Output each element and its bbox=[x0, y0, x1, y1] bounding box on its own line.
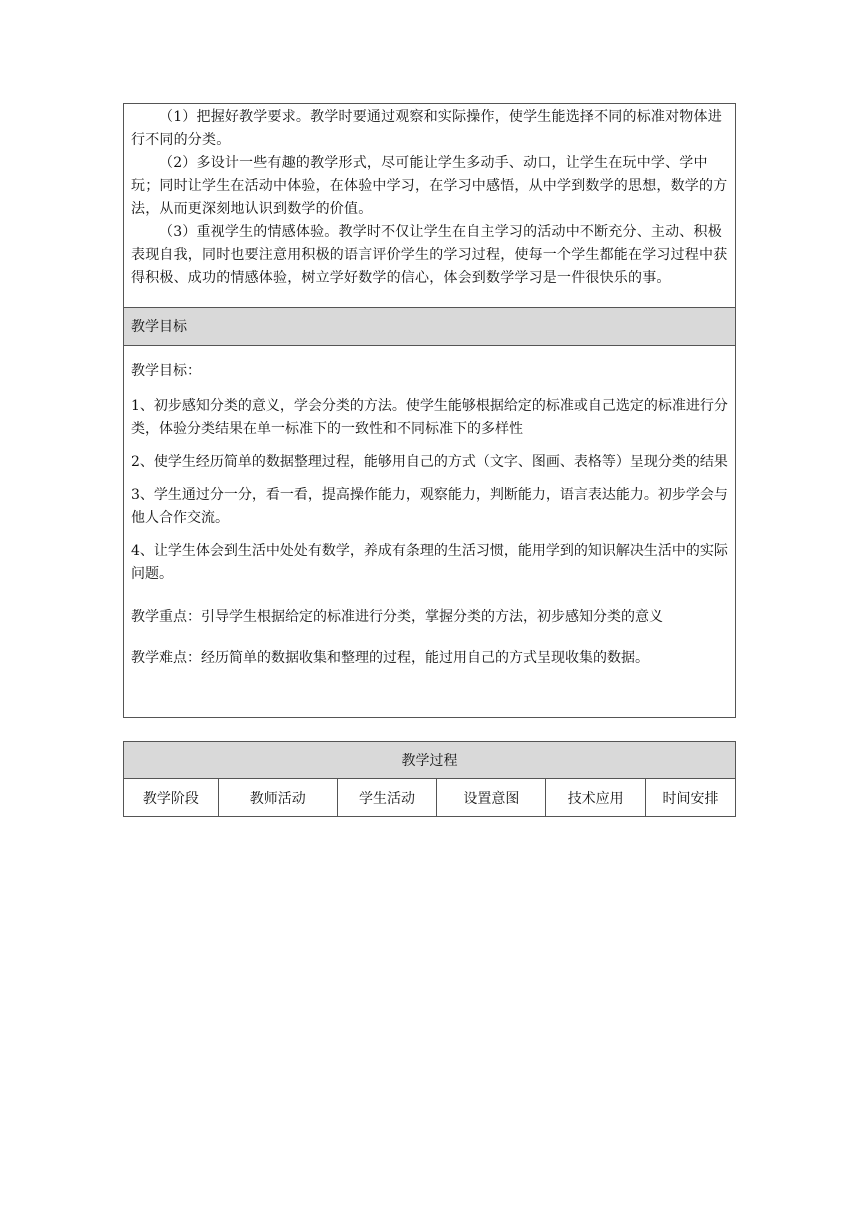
suggestion-paragraph-3: （3）重视学生的情感体验。教学时不仅让学生在自主学习的活动中不断充分、主动、积极表现自我，同时也要注意用积极的语言评价学生的学习过程，使每一个学生都能在学习过程中获得积极、成功的情感体验，树立学好数学的信心，体会到数学学习是一件很快乐的事。 bbox=[131, 224, 728, 286]
objective-item-1: 1、初步感知分类的意义，学会分类的方法。使学生能够根据给定的标准或自己选定的标准进行分类，体验分类结果在单一标准下的一致性和不同标准下的多样性 bbox=[131, 398, 728, 437]
process-column-header-row bbox=[124, 779, 736, 817]
column-header-intent: 设置意图 bbox=[437, 779, 546, 817]
teaching-suggestions-box bbox=[123, 103, 736, 308]
objectives-section-header bbox=[123, 307, 736, 346]
objective-item-4: 4、让学生体会到生活中处处有数学，养成有条理的生活习惯，能用学到的知识解决生活中的实际问题。 bbox=[131, 543, 728, 582]
column-header-technology: 技术应用 bbox=[546, 779, 646, 817]
column-header-time: 时间安排 bbox=[646, 779, 736, 817]
suggestion-paragraph-1: （1）把握好教学要求。教学时要通过观察和实际操作，使学生能选择不同的标准对物体进行不同的分类。 bbox=[131, 109, 722, 148]
objective-item-3: 3、学生通过分一分，看一看，提高操作能力，观察能力，判断能力，语言表达能力。初步学会与他人合作交流。 bbox=[131, 487, 728, 526]
teaching-process-table bbox=[123, 741, 736, 817]
column-header-student-activity: 学生活动 bbox=[337, 779, 437, 817]
key-point: 教学重点：引导学生根据给定的标准进行分类，掌握分类的方法，初步感知分类的意义 bbox=[131, 609, 663, 625]
column-header-teacher-activity: 教师活动 bbox=[218, 779, 337, 817]
objective-item-2: 2、使学生经历简单的数据整理过程，能够用自己的方式（文字、图画、表格等）呈现分类的结果 bbox=[131, 454, 728, 470]
objectives-box bbox=[123, 345, 736, 718]
process-title-row bbox=[124, 742, 736, 779]
column-header-stage: 教学阶段 bbox=[124, 779, 219, 817]
objectives-header-label: 教学目标 bbox=[131, 319, 187, 335]
suggestion-paragraph-2: （2）多设计一些有趣的教学形式，尽可能让学生多动手、动口，让学生在玩中学、学中玩；同时让学生在活动中体验，在体验中学习，在学习中感悟，从中学到数学的思想，数学的方法，从而更深刻地认识到数学的价值。 bbox=[131, 155, 728, 217]
process-title: 教学过程 bbox=[124, 742, 736, 779]
difficulty-point: 教学难点：经历简单的数据收集和整理的过程，能过用自己的方式呈现收集的数据。 bbox=[131, 650, 649, 666]
objectives-heading: 教学目标： bbox=[131, 363, 201, 379]
